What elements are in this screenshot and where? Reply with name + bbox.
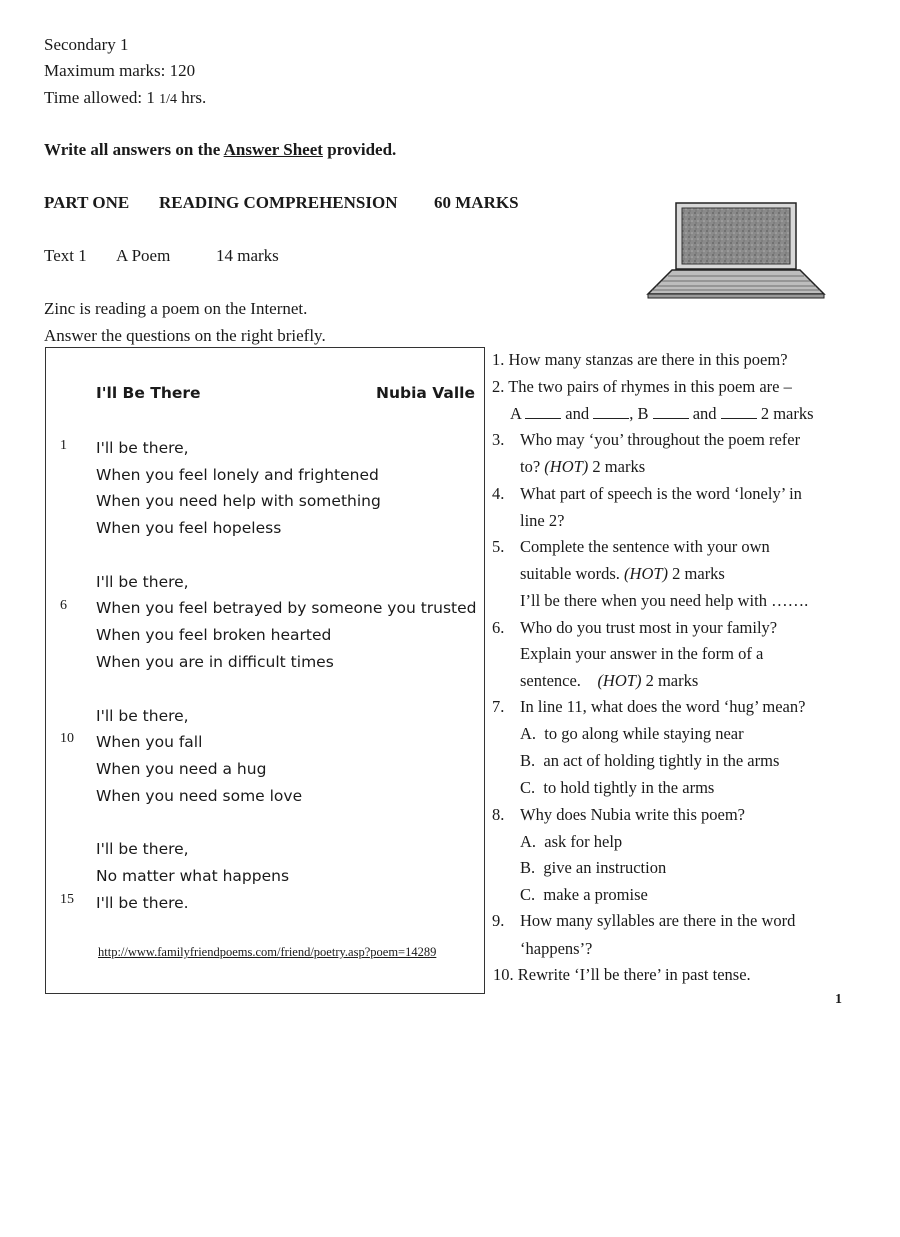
- answer-blank: [653, 404, 689, 419]
- poem-line: No matter what happens: [96, 867, 290, 885]
- q3-marks: 2 marks: [588, 457, 646, 476]
- poem-line: When you need help with something: [96, 492, 381, 510]
- q2-label-a: A: [510, 404, 522, 423]
- question-7-option: A. to go along while staying near: [520, 724, 744, 743]
- part-one-marks: 60 MARKS: [434, 193, 519, 212]
- answer-blank: [525, 404, 561, 419]
- question-number: 3.: [492, 430, 505, 449]
- poem-box: [45, 347, 485, 994]
- hot-tag: (HOT): [624, 564, 669, 583]
- poem-line: I'll be there,: [96, 840, 189, 858]
- question-8-line: Why does Nubia write this poem?: [520, 805, 745, 824]
- q6-text: sentence.: [520, 671, 598, 690]
- line-number: 10: [60, 731, 74, 746]
- question-4-line: What part of speech is the word ‘lonely’ in: [520, 484, 802, 503]
- instruction: [44, 140, 396, 160]
- poem-line: When you are in difficult times: [96, 653, 334, 671]
- question-7-option: C. to hold tightly in the arms: [520, 778, 715, 797]
- class-level: Secondary 1: [44, 35, 129, 54]
- time-allowed: [44, 88, 206, 110]
- question-number: 9.: [492, 911, 505, 930]
- poem-line: I'll be there,: [96, 707, 189, 725]
- q2-marks: 2 marks: [760, 404, 814, 423]
- instruction-suffix: provided.: [322, 140, 397, 159]
- q3-text: to?: [520, 457, 545, 476]
- question-6-line: [520, 671, 698, 691]
- question-7-line: In line 11, what does the word ‘hug’ mean?: [520, 697, 806, 716]
- text1-title: A Poem: [116, 246, 171, 265]
- line-number: 15: [60, 892, 74, 907]
- intro-line-1: Zinc is reading a poem on the Internet.: [44, 299, 308, 318]
- answer-blank: [721, 404, 757, 419]
- hot-tag: (HOT): [544, 457, 589, 476]
- question-6-line: Explain your answer in the form of a: [520, 644, 764, 663]
- q6-marks: 2 marks: [641, 671, 699, 690]
- question-5-line: Complete the sentence with your own: [520, 537, 770, 556]
- poem-line: When you feel betrayed by someone you trusted: [96, 599, 477, 617]
- poem-line: I'll be there.: [96, 894, 189, 912]
- poem-author: Nubia Valle: [375, 384, 475, 402]
- question-8-option: B. give an instruction: [520, 858, 667, 877]
- poem-line: I'll be there,: [96, 439, 189, 457]
- q5-text: suitable words.: [520, 564, 625, 583]
- hot-tag: (HOT): [597, 671, 642, 690]
- line-number: 1: [60, 438, 67, 453]
- line-number: 6: [60, 598, 67, 613]
- poem-source-link[interactable]: http://www.familyfriendpoems.com/friend/poetry.asp?poem=14289: [98, 945, 437, 959]
- instruction-prefix: Write all answers on the: [44, 140, 224, 159]
- question-7-option: B. an act of holding tightly in the arms: [520, 751, 780, 770]
- question-6-line: Who do you trust most in your family?: [520, 618, 778, 637]
- poem-line: When you fall: [96, 733, 203, 751]
- time-allowed-fraction: 1/4: [159, 92, 177, 107]
- poem-line: When you feel lonely and frightened: [96, 466, 379, 484]
- intro-line-2: Answer the questions on the right briefly.: [44, 326, 326, 345]
- question-5-line: [520, 564, 725, 584]
- poem-line: When you need a hug: [96, 760, 267, 778]
- answer-sheet-text: Answer Sheet: [223, 140, 323, 159]
- time-allowed-prefix: Time allowed: 1: [44, 88, 160, 107]
- time-allowed-suffix: hrs.: [176, 88, 207, 107]
- poem-line: When you feel broken hearted: [96, 626, 332, 644]
- question-number: 8.: [492, 805, 505, 824]
- maximum-marks: Maximum marks: 120: [44, 61, 196, 80]
- question-9-line: ‘happens’?: [520, 939, 593, 958]
- part-one-label: PART ONE: [44, 193, 130, 212]
- question-number: 6.: [492, 618, 505, 637]
- text1-label: Text 1: [44, 246, 87, 265]
- poem-title: I'll Be There: [96, 384, 201, 402]
- page-number: 1: [835, 992, 842, 1007]
- poem-line: I'll be there,: [96, 573, 189, 591]
- question-number: 5.: [492, 537, 505, 556]
- q2-and: and: [565, 404, 590, 423]
- question-5-line: I’ll be there when you need help with …….: [520, 591, 809, 610]
- question-8-option: C. make a promise: [520, 885, 648, 904]
- poem-line: When you feel hopeless: [96, 519, 282, 537]
- text1-marks: 14 marks: [216, 246, 279, 265]
- question-2: 2. The two pairs of rhymes in this poem are –: [492, 377, 792, 396]
- question-9-line: How many syllables are there in the word: [520, 911, 796, 930]
- question-number: 4.: [492, 484, 505, 503]
- question-3-line: [520, 457, 645, 477]
- q2-and: and: [692, 404, 717, 423]
- poem-line: When you need some love: [96, 787, 303, 805]
- question-4-line: line 2?: [520, 511, 565, 530]
- question-number: 7.: [492, 697, 505, 716]
- question-3-line: Who may ‘you’ throughout the poem refer: [520, 430, 801, 449]
- laptop-icon: [646, 200, 826, 300]
- q2-label-b: , B: [629, 404, 649, 423]
- question-8-option: A. ask for help: [520, 832, 623, 851]
- part-one-title: READING COMPREHENSION: [159, 193, 398, 212]
- question-10: 10. Rewrite ‘I’ll be there’ in past tense.: [493, 965, 751, 984]
- answer-blank: [593, 404, 629, 419]
- question-1: 1. How many stanzas are there in this poem?: [492, 350, 788, 369]
- question-2-answer-line: [510, 404, 814, 424]
- q5-marks: 2 marks: [668, 564, 725, 583]
